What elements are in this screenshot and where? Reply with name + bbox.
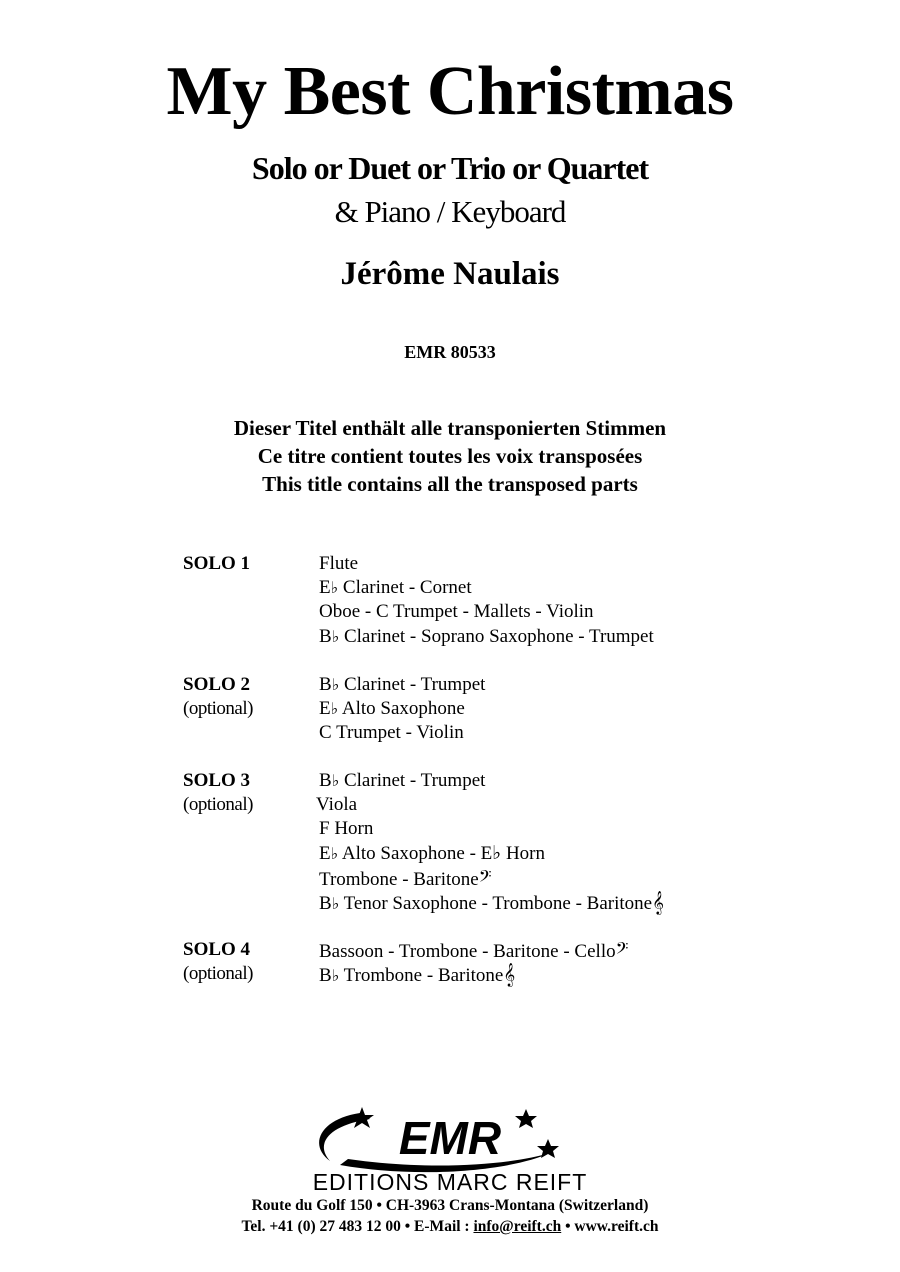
notice-german: Dieser Titel enthält alle transponierten Stimmen <box>233 416 667 440</box>
email-link[interactable]: info@reift.ch <box>473 1218 562 1235</box>
part-line: E♭ Alto Saxophone - E♭ Horn <box>319 842 546 864</box>
publisher-name: EDITIONS MARC REIFT <box>312 1169 588 1195</box>
solo-optional-note: (optional) <box>183 963 253 984</box>
transposition-notice <box>0 414 900 498</box>
notice-english: This title contains all the transposed parts <box>262 472 638 496</box>
accompaniment-subtitle: & Piano / Keyboard <box>334 194 566 229</box>
logo-text: EMR <box>398 1112 502 1164</box>
solo-3-parts <box>316 769 664 914</box>
flat-icon: ♭ <box>330 578 339 598</box>
part-line: B♭ Clarinet - Trumpet <box>319 674 486 695</box>
flat-icon: ♭ <box>330 843 339 863</box>
flat-icon: ♭ <box>331 626 340 646</box>
solo-optional-note: (optional) <box>183 698 253 719</box>
flat-icon: ♭ <box>331 675 340 694</box>
part-line: E♭ Clarinet - Cornet <box>319 577 472 599</box>
emr-star-logo-icon <box>300 1105 600 1175</box>
publisher-contact: Tel. +41 (0) 27 483 12 00 • E-Mail : info@reift.ch • www.reift.ch <box>241 1218 659 1235</box>
solo-4-parts <box>319 938 628 986</box>
solo-2-parts <box>319 673 485 746</box>
solo-label-number: SOLO 4 <box>183 939 251 960</box>
part-line: B♭ Clarinet - Soprano Saxophone - Trumpet <box>319 625 654 647</box>
flat-icon: ♭ <box>331 771 340 790</box>
solo-3-label <box>183 769 253 817</box>
catalog-number: EMR 80533 <box>404 342 496 362</box>
part-line: Trombone - Baritone𝄢 <box>319 865 492 890</box>
solo-label-number: SOLO 3 <box>183 770 251 791</box>
publisher-address: Route du Golf 150 • CH-3963 Crans-Montana (Switzerland) <box>251 1197 649 1214</box>
flat-icon: ♭ <box>331 966 340 986</box>
treble-clef-icon: 𝄞 <box>652 889 664 914</box>
solo-label-number: SOLO 2 <box>183 674 251 695</box>
solo-4-label <box>183 938 253 986</box>
part-line: B♭ Clarinet - Trumpet <box>319 770 486 791</box>
part-line: E♭ Alto Saxophone <box>319 698 465 720</box>
bass-clef-icon: 𝄢 <box>478 865 492 890</box>
part-line: Bassoon - Trombone - Baritone - Cello𝄢 <box>319 938 629 962</box>
part-line: Oboe - C Trumpet - Mallets - Violin <box>319 601 594 623</box>
flat-icon: ♭ <box>330 699 339 719</box>
solo-label-number: SOLO 1 <box>183 553 251 574</box>
treble-clef-icon: 𝄞 <box>503 962 516 987</box>
part-line: Flute <box>319 553 359 574</box>
part-line: Viola <box>316 794 358 816</box>
notice-french: Ce titre contient toutes les voix transposées <box>257 444 643 468</box>
part-line: B♭ Trombone - Baritone𝄞 <box>319 962 516 987</box>
page-title: My Best Christmas <box>166 53 734 130</box>
part-line: B♭ Tenor Saxophone - Trombone - Baritone𝄞 <box>319 889 664 914</box>
composer-name: Jérôme Naulais <box>340 256 560 292</box>
bass-clef-icon: 𝄢 <box>615 938 629 962</box>
part-line: C Trumpet - Violin <box>319 722 464 744</box>
part-line: F Horn <box>319 818 374 840</box>
solo-2-label <box>183 673 253 721</box>
solo-1-label <box>183 552 250 576</box>
solo-optional-note: (optional) <box>183 794 253 815</box>
flat-icon: ♭ <box>331 893 340 913</box>
ensemble-subtitle: Solo or Duet or Trio or Quartet <box>251 150 649 186</box>
solo-1-parts <box>319 552 654 649</box>
